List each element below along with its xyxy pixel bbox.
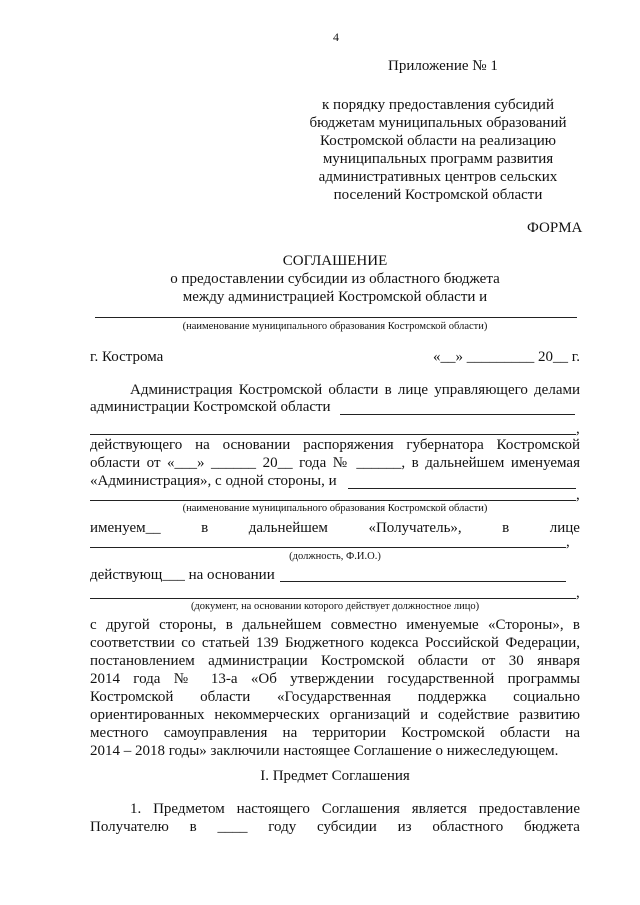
comma: ,	[576, 421, 580, 437]
appendix-title: Приложение № 1	[388, 58, 498, 74]
preamble-line4: области от «___» ______ 20__ года № ______, в дальнейшем именуемая	[90, 455, 580, 471]
basis-blank-2	[90, 598, 576, 599]
paragraph-line: с другой стороны, в дальнейшем совместно именуемые «Стороны», в	[90, 617, 580, 633]
word: областного	[432, 819, 504, 835]
official-name-blank-2	[90, 434, 576, 435]
order-line: Костромской области на реализацию	[319, 133, 556, 149]
word: в	[502, 520, 510, 536]
parties-paragraph	[90, 616, 580, 760]
word: из	[397, 819, 412, 835]
page-number: 4	[333, 30, 339, 44]
preamble-line1: Администрация Костромской области в лице управляющего делами	[130, 382, 580, 398]
preamble-line2: администрации Костромской области	[90, 399, 331, 415]
agreement-subtitle-line1: о предоставлении субсидии из областного бюджета	[170, 271, 500, 287]
word: Получателю	[90, 819, 169, 835]
paragraph-line: соответствии со статьей 139 Бюджетного кодекса Российской Федерации,	[90, 635, 580, 651]
agreement-subtitle-line2: между администрацией Костромской области и	[182, 289, 488, 305]
word: году	[268, 819, 297, 835]
paragraph-line: 2014 года № 13-а «Об утверждении государственной программы	[90, 671, 580, 687]
paragraph-line: Костромской области «Государственная поддержка социально	[90, 689, 580, 705]
word: в	[189, 819, 197, 835]
agreement-heading: СОГЛАШЕНИЕ	[282, 253, 388, 269]
paragraph-line: постановлением администрации Костромской области от 30 января	[90, 653, 580, 669]
word: лице	[549, 520, 580, 536]
preamble-line3: действующего на основании распоряжения губернатора Костромской	[90, 437, 580, 453]
order-line: административных центров сельских	[318, 169, 558, 185]
recipient-line	[90, 520, 580, 537]
paragraph-line: местного самоуправления на территории Костромской области на	[90, 725, 580, 741]
section-heading: I. Предмет Соглашения	[260, 768, 410, 784]
paragraph-line: ориентированных некоммерческих организаций и содействие развитию	[90, 707, 580, 723]
form-label: ФОРМА	[527, 220, 583, 236]
word: в	[201, 520, 209, 536]
order-line: бюджетам муниципальных образований	[309, 115, 567, 131]
official-name-blank	[340, 414, 575, 415]
date-blank: «__» _________ 20__ г.	[433, 349, 580, 365]
municipality-blank	[95, 317, 577, 318]
order-line: поселений Костромской области	[333, 187, 543, 203]
party-blank-2	[90, 500, 576, 501]
position-blank	[90, 547, 566, 548]
position-caption: (должность, Ф.И.О.)	[289, 551, 381, 562]
comma: ,	[566, 534, 570, 550]
municipality-caption: (наименование муниципального образования Костромской области)	[182, 321, 488, 332]
party-blank	[348, 488, 576, 489]
municipality-caption-2: (наименование муниципального образования Костромской области)	[182, 503, 488, 514]
preamble-line5: «Администрация», с одной стороны, и	[90, 473, 337, 489]
word: субсидии	[317, 819, 377, 835]
comma: ,	[576, 585, 580, 601]
section-paragraph-line2	[90, 819, 580, 836]
paragraph-line: 2014 – 2018 годы» заключили настоящее Соглашение о нижеследующем.	[90, 743, 559, 759]
section-paragraph-line1: 1. Предметом настоящего Соглашения является предоставление	[130, 801, 580, 817]
order-line: к порядку предоставления субсидий	[322, 97, 554, 113]
word: «Получатель»,	[368, 520, 462, 536]
word: ____	[217, 819, 248, 835]
acting-basis-label: действующ___ на основании	[90, 567, 275, 583]
word: бюджета	[524, 819, 580, 835]
document-caption: (документ, на основании которого действует должностное лицо)	[190, 601, 480, 612]
order-line: муниципальных программ развития	[322, 151, 554, 167]
comma: ,	[576, 487, 580, 503]
word: именуем__	[90, 520, 161, 536]
order-reference	[298, 96, 578, 204]
city: г. Кострома	[90, 349, 164, 365]
word: дальнейшем	[248, 520, 328, 536]
basis-blank	[280, 581, 566, 582]
